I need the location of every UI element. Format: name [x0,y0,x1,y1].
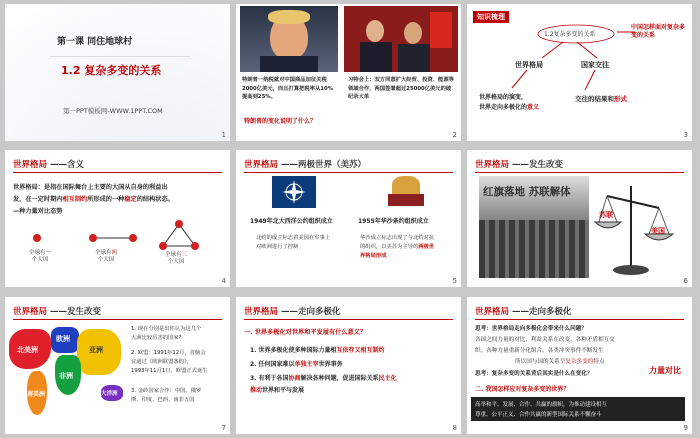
page-number: 4 [221,277,226,285]
slide-title: 1.2 复杂多变的关系 [61,64,162,77]
answer-line-3: 所以国与国的关系呈复杂多变的特点 [515,359,605,365]
slide-3-mindmap[interactable] [467,4,692,141]
nato-caption: 1949年北大西洋公约组织成立 [250,218,333,225]
continent-asia: 亚洲 [89,346,103,354]
continent-north-america: 北美洲 [17,346,38,354]
right-question: 中国怎样面对复杂多变的关系 [631,24,686,39]
nato-flag [272,176,316,208]
answer-line-1: 各国之间力量的对比，利益关系在改变，各种矛盾相互交 [475,337,615,343]
header-line [475,319,684,320]
node-state-relations: 国家交往 [581,61,609,69]
label-one-power: 全球有一 个大国 [29,250,52,263]
slide-header: 世界格局 ——走向多极化 [244,307,341,317]
slide-header: 世界格局 ——含义 [13,160,84,170]
continent-south-america: 南美洲 [27,391,46,398]
power-diagrams [5,150,230,287]
node-world-pattern: 世界格局 [515,61,543,69]
label-two-powers: 全球有两 个大国 [95,250,118,263]
label-ussr: 苏联 [599,211,613,219]
power-balance: 力量对比 [649,366,681,375]
question: 特朗普的变化说明了什么？ [244,118,317,125]
def-line-2: 发，在一定时期内相互制约所形成的一种稳定的结构状态。 [13,196,174,203]
slide-header: 世界格局 ——发生改变 [475,160,563,170]
world-map [7,323,127,431]
point-1: 1. 世界多极化使多种国际力量相互依存又相互制约 [250,347,385,354]
answer-box [471,397,685,421]
balance-scale-icon [467,150,692,287]
answer-box-line-2: 尊重、公平正义、合作共赢的新型国际关系不懈奋斗 [475,412,602,418]
divider [50,56,190,57]
continent-africa: 非洲 [59,372,73,380]
section-badge: 知识梳理 [473,11,509,23]
header-line [244,172,453,173]
warsaw-desc: 华沙成立标志出现了与北约对抗 的组织，以美苏为主导的两极世 界格局形成 [360,235,435,259]
slide-4-definition[interactable] [5,150,230,287]
leaf-evolution: 世界格局的演变， [479,94,528,101]
label-three-powers: 全球有三 个大国 [165,252,188,265]
slide-1-title[interactable] [5,4,230,141]
section-question: 一. 世界多极化对世界和平发展有什么意义？ [244,329,367,336]
q1: 1. 现在分别是出你认为这几个 大洲比较厉害的国家? [131,326,202,341]
continent-oceania: 大洋洲 [101,391,118,397]
leaf-result: 交往的结果和形式 [575,95,627,103]
point-3: 3. 有利于各国协商解决各种问题，促进国际关系民主化 [250,375,397,382]
slide-9-response[interactable] [467,297,692,434]
collapse-banner: 红旗落地 苏联解体 [483,186,571,198]
point-3-cont: 推动世界和平与发展 [250,387,305,394]
def-line-3: —种力量对比态势 [13,208,63,215]
header-line [13,319,222,320]
watermark: 第一PPT模板网-WWW.1PPT.COM [63,107,163,115]
think-2: 思考：复杂多变的关系背后其实是什么在变化？ [475,371,593,377]
think-1: 思考：世界格局走向多极化会带来什么问题？ [475,326,587,332]
slide-header: 世界格局 ——发生改变 [13,307,101,317]
caption-left: 特朗普一纳税就对中国商品加征关税2000亿美元，而且打算把税率从10%提高到25%。 [242,77,333,100]
point-2: 2. 任何国家难以单独主宰世界事务 [250,361,343,368]
page-number: 9 [683,424,688,432]
section-question-2: 二. 我国怎样应对复杂多变的世界？ [475,386,570,393]
lesson-heading: 第一课 同住地球村 [57,37,133,47]
warsaw-caption: 1955年华沙条约组织成立 [358,218,429,225]
slide-6-ussr-collapse[interactable] [467,150,692,287]
leaders-handshake-photo [344,6,458,72]
center-node: 1.2复杂多变的关系 [544,31,596,38]
slide-header: 世界格局 ——两极世界（美苏） [244,160,366,170]
q2: 2. 欧盟：1991年12月，首脑会 议通过《欧洲联盟条约》， 1993年11月1日，欧盟正式诞生 [131,350,208,374]
def-line-1: 世界格局：是指在国际舞台上主要的大国从自身的利益出 [13,184,168,191]
continent-europe: 欧洲 [56,335,70,343]
page-number: 6 [683,277,688,285]
slide-7-world-map[interactable] [5,297,230,434]
answer-line-2: 织。各种力量重新分化组合，各类冲突事件不断发生 [475,348,604,354]
answer-box-line-1: 高举和平、发展、合作、共赢的旗帜，为推动建设相互 [475,402,608,408]
page-number: 2 [452,131,457,139]
trump-portrait [240,6,338,72]
slide-header: 世界格局 ——走向多极化 [475,307,572,317]
nato-desc: 北约的成立标志着美国在军事上 对欧洲进行了控制 [256,235,331,250]
header-line [244,319,453,320]
page-number: 8 [452,424,457,432]
warsaw-pact-emblem [386,176,426,210]
slide-8-multipolar[interactable] [236,297,461,434]
page-number: 3 [683,131,688,139]
page-number: 5 [452,277,457,285]
slide-2-trump[interactable] [236,4,461,141]
page-number: 7 [221,424,226,432]
caption-right: 习特会上：双方同意扩大经贸、投资、能源等领域合作，两国签署超过25000亿美元的破纪录大单 [348,77,454,100]
q3: 3. 金砖国家合作：中国、俄罗 斯、印度、巴西、南非五国 [131,388,202,403]
slide-5-bipolar[interactable] [236,150,461,287]
leaf-multipolar: 世界走向多极化的意义 [479,104,540,111]
label-usa: 美国 [651,227,665,235]
page-number: 1 [221,131,226,139]
